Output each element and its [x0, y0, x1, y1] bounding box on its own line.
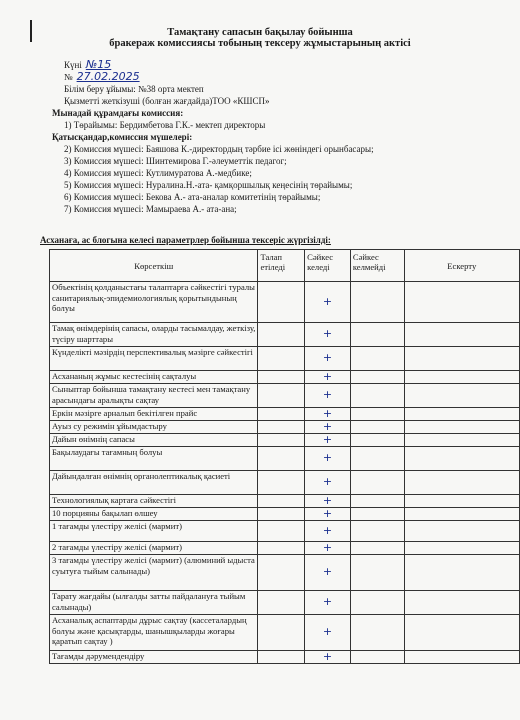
note-cell: [404, 651, 519, 664]
compliant-mark: +: [305, 508, 351, 521]
compliant-mark: +: [305, 421, 351, 434]
title-line-1: Тамақтану сапасын бақылау бойынша: [167, 27, 353, 38]
school-line: Білім беру ұйымы: №38 орта мектеп: [64, 84, 204, 94]
compliant-mark: +: [305, 447, 351, 471]
compliant-mark: +: [305, 408, 351, 421]
noncompliant-cell: [350, 434, 404, 447]
required-cell: [258, 434, 305, 447]
compliant-mark: +: [305, 471, 351, 495]
member-item: 4) Комиссия мүшесі: Кутлимуратова А.-медбике;: [64, 168, 252, 178]
noncompliant-cell: [350, 542, 404, 555]
row-label: Ауыз су режимін ұйымдастыру: [50, 421, 258, 434]
title-line-2: бракераж комиссиясы тобының тексеру жұмыстарының актісі: [109, 38, 411, 49]
required-cell: [258, 323, 305, 347]
required-cell: [258, 384, 305, 408]
table-row: [50, 408, 520, 421]
row-label: Тарату жағдайы (ылғалды затты пайдалануға тыйым салынады): [50, 591, 258, 615]
table-row: [50, 384, 520, 408]
row-label: 3 тағамды үлестіру желісі (мармит) (алюминий ыдыста суытуға тыйым салынады): [50, 555, 258, 591]
required-cell: [258, 521, 305, 542]
header-note: Ескерту: [404, 250, 519, 282]
note-cell: [404, 384, 519, 408]
note-cell: [404, 323, 519, 347]
table-row: [50, 323, 520, 347]
row-label: Бақылаудағы тағамның болуы: [50, 447, 258, 471]
note-cell: [404, 615, 519, 651]
noncompliant-cell: [350, 471, 404, 495]
table-row: [50, 434, 520, 447]
noncompliant-cell: [350, 371, 404, 384]
table-row: [50, 471, 520, 495]
table-row: [50, 421, 520, 434]
header-indicator: Көрсеткіш: [50, 250, 258, 282]
number-label: №: [64, 72, 73, 82]
compliant-mark: +: [305, 615, 351, 651]
table-row: [50, 542, 520, 555]
table-header-row: [50, 250, 520, 282]
row-label: Сыныптар бойынша тамақтану кестесі мен тамақтану арасындағы аралықты сақтау: [50, 384, 258, 408]
note-cell: [404, 555, 519, 591]
member-item: 2) Комиссия мүшесі: Баяшова К.-директордың тәрбие ісі жөніндегі орынбасары;: [64, 144, 374, 154]
note-cell: [404, 521, 519, 542]
required-cell: [258, 471, 305, 495]
note-cell: [404, 447, 519, 471]
row-label: Еркін мәзірге арналып бекітілген прайс: [50, 408, 258, 421]
note-cell: [404, 591, 519, 615]
noncompliant-cell: [350, 615, 404, 651]
compliant-mark: +: [305, 323, 351, 347]
noncompliant-cell: [350, 591, 404, 615]
noncompliant-cell: [350, 282, 404, 323]
required-cell: [258, 651, 305, 664]
compliant-mark: +: [305, 434, 351, 447]
note-cell: [404, 542, 519, 555]
table-row: [50, 651, 520, 664]
row-label: Күнделікті мәзірдің перспективалық мәзірге сәйкестігі: [50, 347, 258, 371]
supplier-line: Қызметті жеткізуші (болған жағдайда)ТОО «КШСП»: [64, 96, 270, 106]
row-label: Объектінің қолданыстағы талаптарға сәйкестігі туралы санитариялық-эпидемиологиялық қорытындының болуы: [50, 282, 258, 323]
row-label: 10 порцияны бақылап өлшеу: [50, 508, 258, 521]
noncompliant-cell: [350, 408, 404, 421]
note-cell: [404, 408, 519, 421]
row-label: Технологиялық картаға сәйкестігі: [50, 495, 258, 508]
members-title: Қатысқандар,комиссия мүшелері:: [52, 132, 193, 142]
table-row: [50, 282, 520, 323]
required-cell: [258, 508, 305, 521]
member-item: 6) Комиссия мүшесі: Бекова А.- ата-аналар комитетінің төрайымы;: [64, 192, 321, 202]
required-cell: [258, 495, 305, 508]
note-cell: [404, 421, 519, 434]
table-row: [50, 508, 520, 521]
required-cell: [258, 371, 305, 384]
number-value: 27.02.2025: [76, 70, 140, 83]
member-item: 3) Комиссия мүшесі: Шинтемирова Г.-әлеуметтік педагог;: [64, 156, 287, 166]
compliant-mark: +: [305, 591, 351, 615]
compliant-mark: +: [305, 495, 351, 508]
note-cell: [404, 508, 519, 521]
required-cell: [258, 347, 305, 371]
commission-chair: 1) Төрайымы: Бердимбетова Г.К.- мектеп директоры: [64, 120, 266, 130]
header-required: Талап етіледі: [258, 250, 305, 282]
inspection-table: [49, 249, 520, 664]
noncompliant-cell: [350, 508, 404, 521]
compliant-mark: +: [305, 371, 351, 384]
required-cell: [258, 282, 305, 323]
note-cell: [404, 282, 519, 323]
table-row: [50, 555, 520, 591]
table-row: [50, 495, 520, 508]
required-cell: [258, 408, 305, 421]
compliant-mark: +: [305, 282, 351, 323]
day-label: Күні: [64, 60, 82, 70]
note-cell: [404, 495, 519, 508]
note-cell: [404, 371, 519, 384]
noncompliant-cell: [350, 447, 404, 471]
note-cell: [404, 347, 519, 371]
commission-title: Мынадай құрамдағы комиссия:: [52, 108, 184, 118]
compliant-mark: +: [305, 521, 351, 542]
noncompliant-cell: [350, 384, 404, 408]
member-item: 7) Комиссия мүшесі: Мамыраева А.- ата-ана;: [64, 204, 237, 214]
row-label: Тамақ өнімдерінің сапасы, оларды тасымалдау, жеткізу, түсіру шарттары: [50, 323, 258, 347]
noncompliant-cell: [350, 347, 404, 371]
required-cell: [258, 421, 305, 434]
note-cell: [404, 471, 519, 495]
compliant-mark: +: [305, 347, 351, 371]
intro-text: Асханаға, ас блогына келесі параметрлер бойынша тексеріс жүргізілді:: [40, 235, 331, 245]
noncompliant-cell: [350, 323, 404, 347]
noncompliant-cell: [350, 495, 404, 508]
table-row: [50, 591, 520, 615]
header-compliant: Сәйкес келеді: [305, 250, 351, 282]
compliant-mark: +: [305, 555, 351, 591]
row-label: 2 тағамды үлестіру желісі (мармит): [50, 542, 258, 555]
number-line: [64, 70, 140, 83]
table-row: [50, 615, 520, 651]
note-cell: [404, 434, 519, 447]
required-cell: [258, 591, 305, 615]
noncompliant-cell: [350, 421, 404, 434]
day-value: №15: [85, 58, 112, 71]
noncompliant-cell: [350, 521, 404, 542]
header-noncompliant: Сәйкес келмейді: [350, 250, 404, 282]
compliant-mark: +: [305, 651, 351, 664]
required-cell: [258, 555, 305, 591]
noncompliant-cell: [350, 555, 404, 591]
row-label: Дайын өнімнің сапасы: [50, 434, 258, 447]
noncompliant-cell: [350, 651, 404, 664]
table-row: [50, 447, 520, 471]
compliant-mark: +: [305, 542, 351, 555]
required-cell: [258, 615, 305, 651]
required-cell: [258, 447, 305, 471]
table-row: [50, 521, 520, 542]
table-row: [50, 347, 520, 371]
row-label: Тағамды дәрумендендіру: [50, 651, 258, 664]
compliant-mark: +: [305, 384, 351, 408]
required-cell: [258, 542, 305, 555]
member-item: 5) Комиссия мүшесі: Нуралина.Н.-ата- қамқоршылық кеңесінің төрайымы;: [64, 180, 353, 190]
row-label: 1 тағамды үлестіру желісі (мармит): [50, 521, 258, 542]
row-label: Асханалық аспаптарды дұрыс сақтау (кассеталардың болуы және қасықтарды, шанышқыларды жоғары қаратып сақтау ): [50, 615, 258, 651]
row-label: Дайындалған өнімнің органолептикалық қасиеті: [50, 471, 258, 495]
table-row: [50, 371, 520, 384]
row-label: Асхананың жұмыс кестесінің сақталуы: [50, 371, 258, 384]
